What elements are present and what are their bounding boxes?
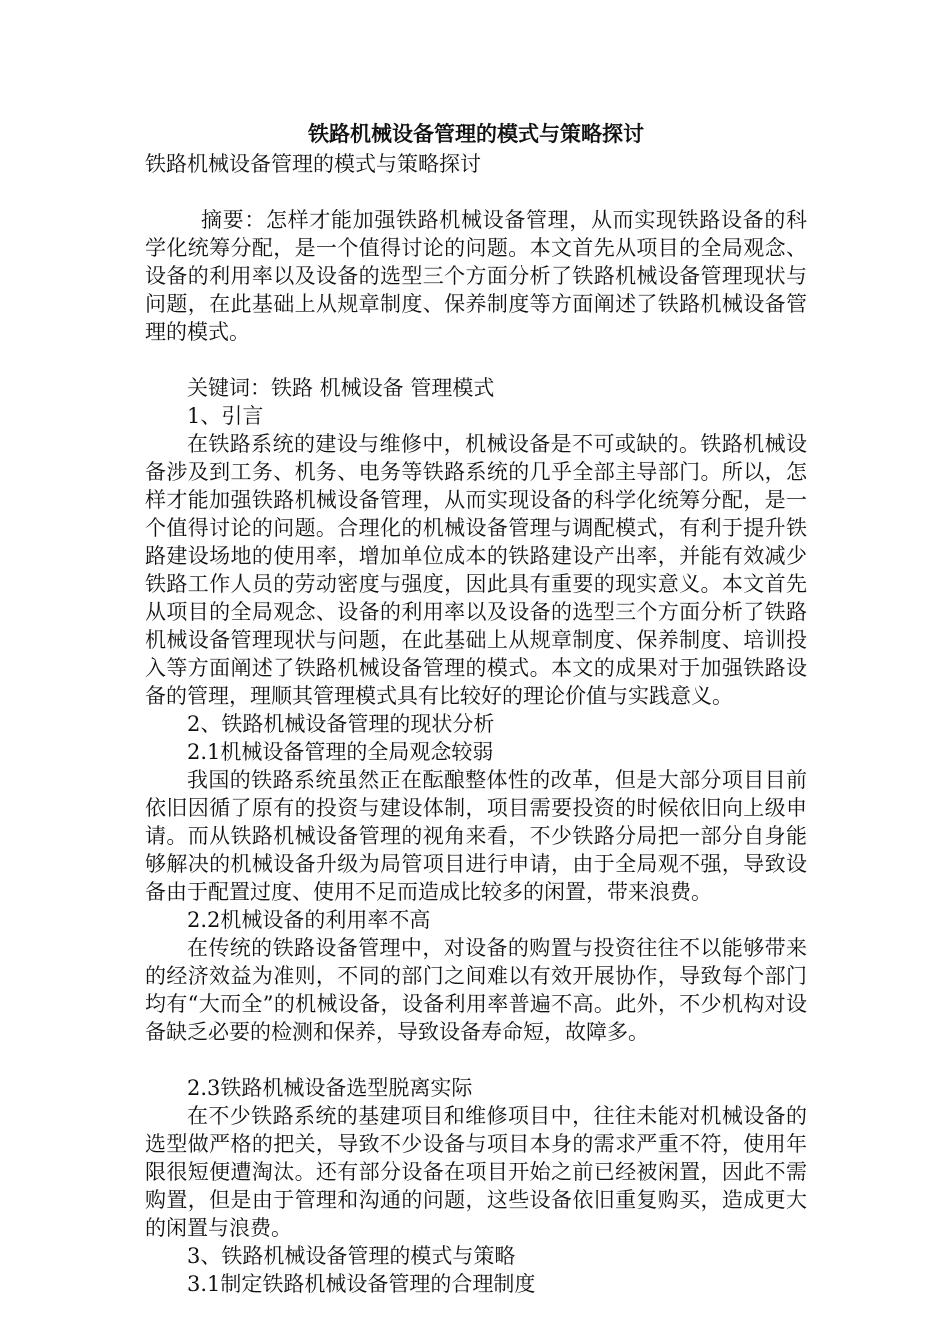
document-title: 铁路机械设备管理的模式与策略探讨 [308,121,644,146]
section-3-heading: 3、铁路机械设备管理的模式与策略 [187,1244,516,1268]
section-2-1-paragraph: 我国的铁路系统虽然正在酝酿整体性的改革，但是大部分项目目前依旧因循了原有的投资与建设体制，项目需要投资的时候依旧向上级申请。而从铁路机械设备管理的视角来看，不少铁路分局把一部分自身能够解决的机械设备升级为局管项目进行申请，由于全局观不强，导致设备由于配置过度、使用不足而造成比较多的闲置，带来浪费。 [145,768,807,904]
document-subtitle: 铁路机械设备管理的模式与策略探讨 [145,152,481,176]
section-2-2-heading: 2.2机械设备的利用率不高 [187,908,431,932]
document-page [145,120,807,1298]
section-1-heading: 1、引言 [187,404,264,428]
section-2-2-paragraph: 在传统的铁路设备管理中，对设备的购置与投资往往不以能够带来的经济效益为准则，不同的部门之间难以有效开展协作，导致每个部门均有“大而全”的机械设备，设备利用率普遍不高。此外，不少机构对设备缺乏必要的检测和保养，导致设备寿命短，故障多。 [145,936,807,1044]
section-2-1-heading: 2.1机械设备管理的全局观念较弱 [187,740,494,764]
section-2-3-heading: 2.3铁路机械设备选型脱离实际 [187,1076,473,1100]
section-2-heading: 2、铁路机械设备管理的现状分析 [187,712,495,736]
abstract-paragraph: 摘要：怎样才能加强铁路机械设备管理，从而实现铁路设备的科学化统筹分配，是一个值得讨论的问题。本文首先从项目的全局观念、设备的利用率以及设备的选型三个方面分析了铁路机械设备管理现状与问题，在此基础上从规章制度、保养制度等方面阐述了铁路机械设备管理的模式。 [145,208,807,344]
keywords-line: 关键词：铁路 机械设备 管理模式 [187,376,495,400]
section-1-paragraph: 在铁路系统的建设与维修中，机械设备是不可或缺的。铁路机械设备涉及到工务、机务、电务等铁路系统的几乎全部主导部门。所以，怎样才能加强铁路机械设备管理，从而实现设备的科学化统筹分配，是一个值得讨论的问题。合理化的机械设备管理与调配模式，有利于提升铁路建设场地的使用率，增加单位成本的铁路建设产出率，并能有效减少铁路工作人员的劳动密度与强度，因此具有重要的现实意义。本文首先从项目的全局观念、设备的利用率以及设备的选型三个方面分析了铁路机械设备管理现状与问题，在此基础上从规章制度、保养制度、培训投入等方面阐述了铁路机械设备管理的模式。本文的成果对于加强铁路设备的管理，理顺其管理模式具有比较好的理论价值与实践意义。 [145,432,807,708]
section-3-1-heading: 3.1制定铁路机械设备管理的合理制度 [187,1272,536,1296]
section-2-3-paragraph: 在不少铁路系统的基建项目和维修项目中，往往未能对机械设备的选型做严格的把关，导致不少设备与项目本身的需求严重不符，使用年限很短便遭淘汰。还有部分设备在项目开始之前已经被闲置，因此不需购置，但是由于管理和沟通的问题，这些设备依旧重复购买，造成更大的闲置与浪费。 [145,1104,807,1240]
